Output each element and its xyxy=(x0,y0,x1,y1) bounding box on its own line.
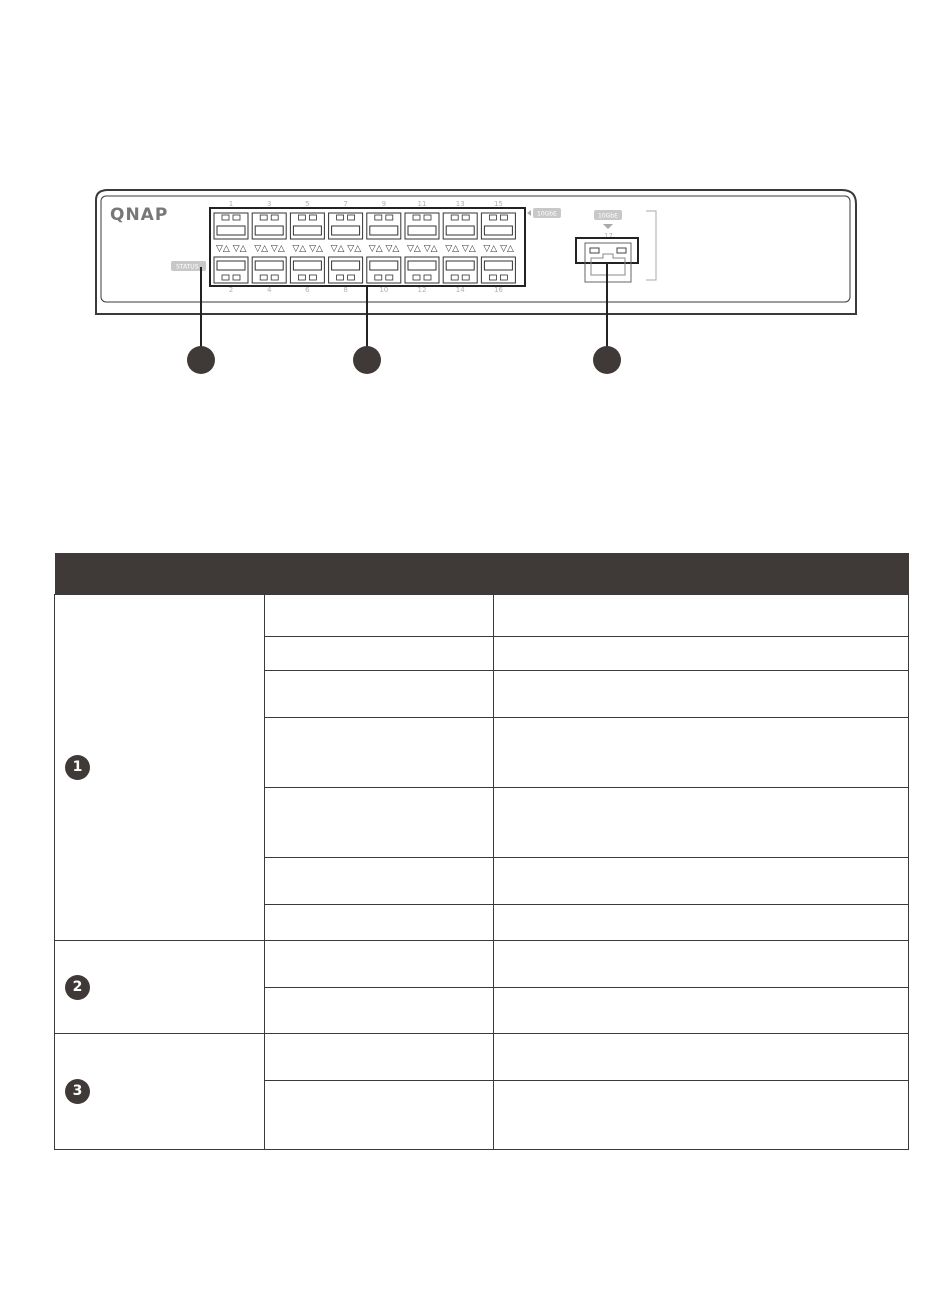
header-cell xyxy=(55,553,265,595)
led-indicator-triangles: ▽△ ▽△ xyxy=(292,244,323,254)
table-cell xyxy=(494,637,909,671)
rj45-port-number: 17 xyxy=(604,232,613,240)
number-badge-3: 3 xyxy=(65,1079,90,1104)
table-row xyxy=(55,941,909,988)
header-cell xyxy=(265,553,494,595)
table-cell xyxy=(265,788,494,858)
table-cell xyxy=(494,1081,909,1150)
port-number-bottom: 6 xyxy=(305,286,310,294)
table-cell xyxy=(265,941,494,988)
port-number-top: 11 xyxy=(417,200,427,208)
port-number-top: 1 xyxy=(228,200,234,208)
table-cell xyxy=(494,788,909,858)
table-cell xyxy=(265,1034,494,1081)
port-number-bottom: 8 xyxy=(343,286,348,294)
group-cell-2 xyxy=(55,941,265,1034)
table-cell xyxy=(265,905,494,941)
status-label: STATUS xyxy=(176,263,199,271)
port-number-top: 3 xyxy=(266,200,272,208)
table-cell xyxy=(265,858,494,905)
led-indicator-triangles: ▽△ ▽△ xyxy=(445,244,476,254)
led-indicator-triangles: ▽△ ▽△ xyxy=(330,244,362,254)
switch-front-panel-diagram xyxy=(0,0,950,400)
port-number-bottom: 2 xyxy=(228,286,234,294)
qnap-logo: QNAP xyxy=(110,205,169,225)
port-number-top: 13 xyxy=(455,200,465,208)
table-cell xyxy=(265,1081,494,1150)
table-cell xyxy=(494,1034,909,1081)
callout-circle-2 xyxy=(353,346,381,374)
table-row xyxy=(55,1034,909,1081)
port-number-top: 9 xyxy=(381,200,387,208)
led-indicator-triangles: ▽△ ▽△ xyxy=(216,244,247,254)
table-cell xyxy=(494,941,909,988)
number-badge-1: 1 xyxy=(65,755,90,780)
table-header-row xyxy=(55,553,909,595)
sfp-label: 10GbE xyxy=(537,210,557,218)
led-indicator-triangles: ▽△ ▽△ xyxy=(368,244,400,254)
callout-circle-1 xyxy=(187,346,215,374)
port-number-bottom: 16 xyxy=(493,286,503,294)
table-cell xyxy=(265,671,494,718)
number-badge-2: 2 xyxy=(65,975,90,1000)
table-cell xyxy=(494,671,909,718)
port-number-bottom: 10 xyxy=(379,286,389,294)
specification-table xyxy=(54,553,909,1150)
led-indicator-triangles: ▽△ ▽△ xyxy=(407,244,438,254)
led-indicator-triangles: ▽△ ▽△ xyxy=(483,244,514,254)
group-cell-3 xyxy=(55,1034,265,1150)
table-cell xyxy=(265,988,494,1034)
table-cell xyxy=(494,718,909,788)
table-cell xyxy=(265,718,494,788)
rj45-label: 10GbE xyxy=(598,212,618,220)
table-cell xyxy=(494,858,909,905)
group-cell-1 xyxy=(55,595,265,941)
port-number-bottom: 4 xyxy=(266,286,272,294)
port-number-bottom: 14 xyxy=(455,286,465,294)
callout-circle-3 xyxy=(593,346,621,374)
table-cell xyxy=(265,637,494,671)
table-cell xyxy=(494,905,909,941)
port-number-top: 7 xyxy=(343,200,348,208)
led-indicator-triangles: ▽△ ▽△ xyxy=(254,244,285,254)
table-row xyxy=(55,595,909,637)
table-cell xyxy=(494,988,909,1034)
port-number-top: 15 xyxy=(493,200,503,208)
port-number-bottom: 12 xyxy=(417,286,427,294)
table-cell xyxy=(494,595,909,637)
header-cell xyxy=(494,553,909,595)
port-number-top: 5 xyxy=(305,200,310,208)
table-cell xyxy=(265,595,494,637)
